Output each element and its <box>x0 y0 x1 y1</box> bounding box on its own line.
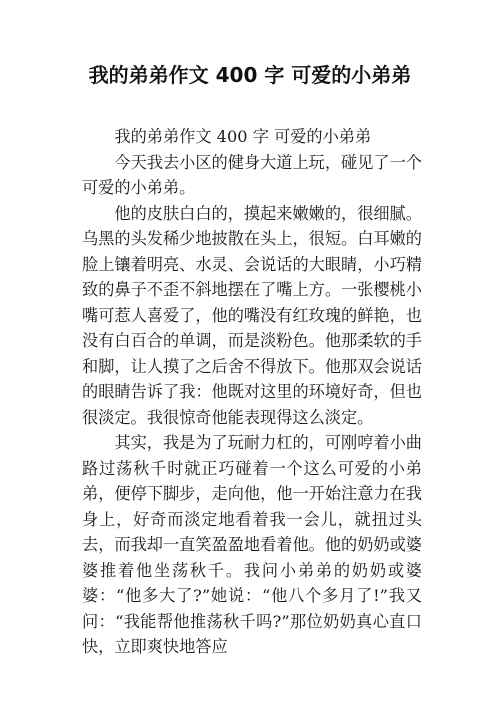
paragraph-heading-repeat: 我的弟弟作文 400 字 可爱的小弟弟 <box>114 127 372 146</box>
paragraph: 他的皮肤白白的，摸起来嫩嫩的，很细腻。乌黑的头发稀少地披散在头上，很短。白耳嫩的脸上镶着明亮、水灵、会说话的大眼睛，小巧精致的鼻子不歪不斜地摆在了嘴上方。一张樱桃小嘴可惹人喜爱了，他的嘴没有红玫瑰的鲜艳，也没有白百合的单调，而是淡粉色。他那柔软的手和脚，让人摸了之后舍不得放下。他那双会说话的眼睛告诉了我：他既对这里的环境好奇，但也很淡定。我很惊奇他能表现得这么淡定。 <box>82 203 422 427</box>
document-title: 我的弟弟作文 400 字 可爱的小弟弟 <box>88 63 412 87</box>
paragraph: 其实，我是为了玩耐力杠的，可刚哼着小曲路过荡秋千时就正巧碰着一个这么可爱的小弟弟，便停下脚步，走向他，他一开始注意力在我身上，好奇而淡定地看着我一会儿，就扭过头去，而我却一直笑盈盈地看着他。他的奶奶或婆婆推着他坐荡秋千。我问小弟弟的奶奶或婆婆：“他多大了?”她说：“他八个多月了!”我又问：“我能帮他推荡秋千吗?”那位奶奶真心直口快，立即爽快地答应 <box>82 433 422 656</box>
paragraph: 今天我去小区的健身大道上玩，碰见了一个可爱的小弟弟。 <box>82 152 422 197</box>
document-body <box>82 124 422 660</box>
